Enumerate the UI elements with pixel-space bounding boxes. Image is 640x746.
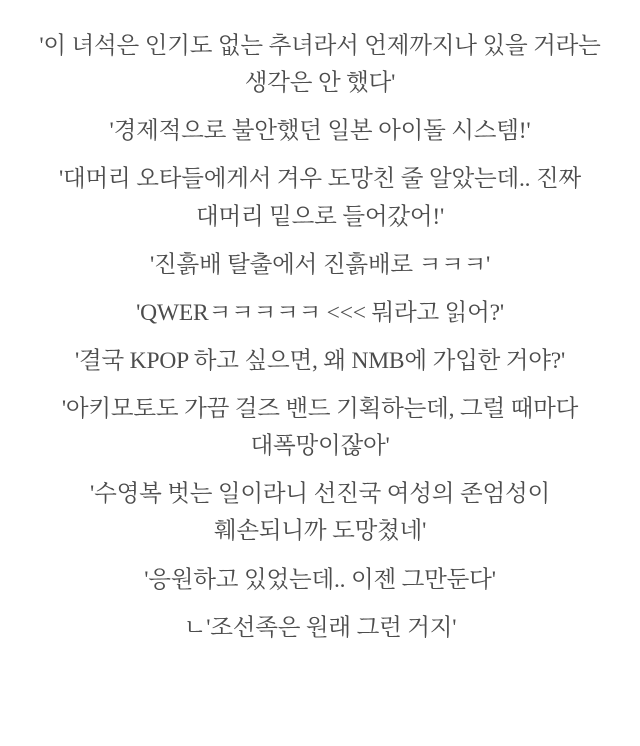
quote-line: '진흙배 탈출에서 진흙배로 ㅋㅋㅋ' [149, 251, 491, 278]
quote-line: '수영복 벗는 일이라니 선진국 여성의 존엄성이 훼손되니까 도망쳤네' [90, 481, 550, 545]
quote-line: '경제적으로 불안했던 일본 아이돌 시스템!' [109, 118, 531, 145]
quote-line: '이 녀석은 인기도 없는 추녀라서 언제까지나 있을 거라는 생각은 안 했다' [39, 33, 601, 97]
quote-list [34, 28, 606, 647]
quote-line: '대머리 오타들에게서 겨우 도망친 줄 알았는데.. 진짜 대머리 밑으로 들어갔어!' [59, 166, 581, 230]
quote-line: '응원하고 있었는데.. 이젠 그만둔다' [144, 566, 496, 593]
quote-line: '결국 KPOP 하고 싶으면, 왜 NMB에 가입한 거야?' [74, 347, 566, 374]
quote-line: '아키모토도 가끔 걸즈 밴드 기획하는데, 그럴 때마다 대폭망이잖아' [61, 396, 579, 460]
quote-line: 'QWERㅋㅋㅋㅋㅋ <<< 뭐라고 읽어?' [136, 299, 504, 326]
quote-line: ㄴ'조선족은 원래 그런 거지' [183, 614, 457, 641]
